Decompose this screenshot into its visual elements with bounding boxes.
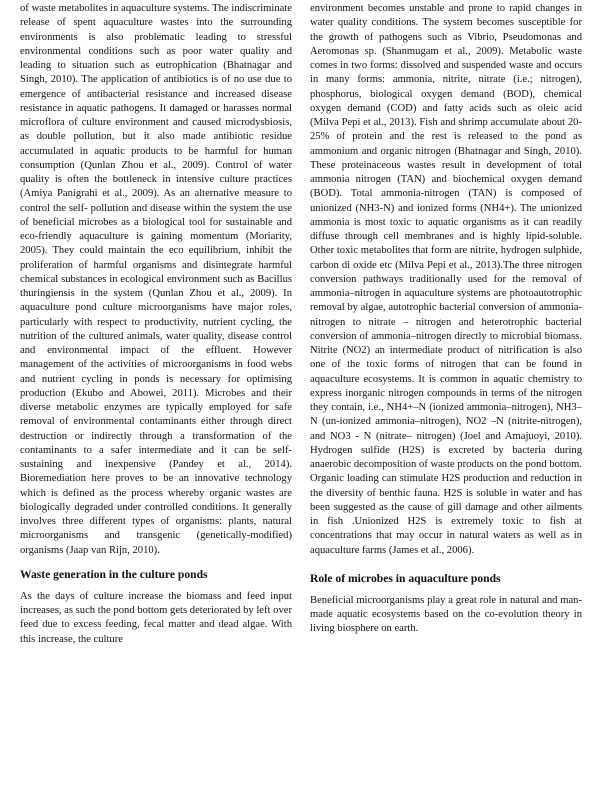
left-paragraph-2: As the days of culture increase the biomass and feed input increases, as such the pond bottom gets deteriorated by left over feed due to excess feeding, fecal matter and dead algae. With this increase, the culture — [20, 590, 292, 645]
left-column — [20, 2, 292, 647]
section-heading-role-of-microbes: Role of microbes in aquaculture ponds — [310, 571, 501, 585]
section-heading-waste-generation: Waste generation in the culture ponds — [20, 567, 208, 581]
right-paragraph-2: Beneficial microorganisms play a great role in natural and man-made aquatic ecosystems based on the co-evolution theory in living biosphere on earth. — [310, 594, 582, 635]
right-paragraph-1: environment becomes unstable and prone to rapid changes in water quality conditions. The system becomes susceptible for the growth of pathogens such as Vibrio, Pseudomonas and Aeromonas sp. (Shanmugam et al., 2009). Metabolic waste comes in two forms: dissolved and suspended waste and occurs in many forms: ammonia, nitrite, nitrate (i.e.; nitrogen), phosphorus, biological oxygen demand (BOD), chemical oxygen demand (COD) and fatty acids such as oleic acid (Milva Pepi et al., 2013). Fish and shrimp accumulate about 20-25% of protein and the rest is released to the pond as ammonium and organic nitrogen (Bhatnagar and Singh, 2010). These proteinaceous wastes result in development of total ammonia nitrogen (TAN) and biochemical oxygen demand (BOD). Total ammonia-nitrogen (TAN) is composed of unionized (NH3-N) and ionized forms (NH4+). The unionized ammonia is most toxic to aquatic organisms as it can readily diffuse through cell membranes and is highly lipid-soluble. Other toxic metabolites that form are nitrite, hydrogen sulphide, carbon di oxide etc (Milva Pepi et al., 2013).The three nitrogen conversion pathways traditionally used for the removal of ammonia–nitrogen in aquaculture systems are photoautotrophic removal by algae, autotrophic bacterial conversion of ammonia-nitrogen to nitrate – nitrogen and heterotrophic bacterial conversion of ammonia–nitrogen directly to microbial biomass. Nitrite (NO2) an intermediate product of nitrification is also one of the toxic forms of nitrogen that can be found in aquaculture ecosystems. It is common in aquatic chemistry to express inorganic nitrogen compounds in terms of the nitrogen they contain, i.e., NH4+–N (ionized ammonia–nitrogen), NH3–N (un-ionized ammonia–nitrogen), NO2 –N (nitrite-nitrogen), and NO3 - N (nitrate– nitrogen) (Joel and Amajuoyi, 2010). Hydrogen sulfide (H2S) is excreted by bacteria during anaerobic decomposition of waste products on the pond bottom. Organic loading can stimulate H2S production and reduction in the diversity of benthic fauna. H2S is soluble in water and has been suggested as the cause of gill damage and other ailments in fish .Unionized H2S is extremely toxic to fish at concentrations that may occur in natural waters as well as in aquaculture farms (James et al., 2006). — [310, 3, 582, 556]
left-paragraph-1: of waste metabolites in aquaculture systems. The indiscriminate release of spent aquaculture wastes into the surrounding environments is also problematic leading to stressful environmental conditions such as poor water quality and leading to situation such as eutrophication (Bhatnagar and Singh, 2010). The application of antibiotics is of no use due to emergence of antibacterial resistance and increased disease resistance in aquatic pathogens. It damaged or harasses normal microflora of culture environment and caused microdysbiosis, as double pollution, but it also made antibiotic residue accumulated in aquatic products to be harmful for human consumption (Qunlan Zhou et al., 2009). Control of water quality is often the bottleneck in intensive culture practices (Amiya Panigrahi et al., 2009). As an alternative measure to control the self- pollution and disease within the system the use of beneficial microbes as a biological tool for sustainable and eco-friendly aquaculture is gaining momentum (Moriarity, 2005). They could maintain the eco equilibrium, inhibit the proliferation of harmful organisms and disintegrate harmful chemical substances in ecological environment such as Bacillus thuringiensis in the system (Qunlan Zhou et al., 2009). In aquaculture pond culture microorganisms have major roles, particularly with respect to productivity, nutrient cycling, the nutrition of the cultured animals, water quality, disease control and environmental impact of the effluent. However management of the activities of microorganisms in food webs and nutrient cycling in ponds is necessary for optimising production (Ekubo and Abowei, 2011). Microbes and their diverse metabolic enzymes are typically employed for safe removal of environmental contaminants either through direct destruction or indirectly through a transformation of the contaminants to a safer intermediate and it can be self-sustaining and inexpensive (Pandey et al., 2014). Bioremediation here proves to be an innovative technology which is defined as the process whereby organic wastes are biologically degraded under controlled conditions. It generally involves three different types of organisms: plants, natural microorganisms and transgenic (genetically-modified) organisms (Jaap van Rijn, 2010). — [20, 3, 292, 556]
right-column — [310, 2, 582, 637]
